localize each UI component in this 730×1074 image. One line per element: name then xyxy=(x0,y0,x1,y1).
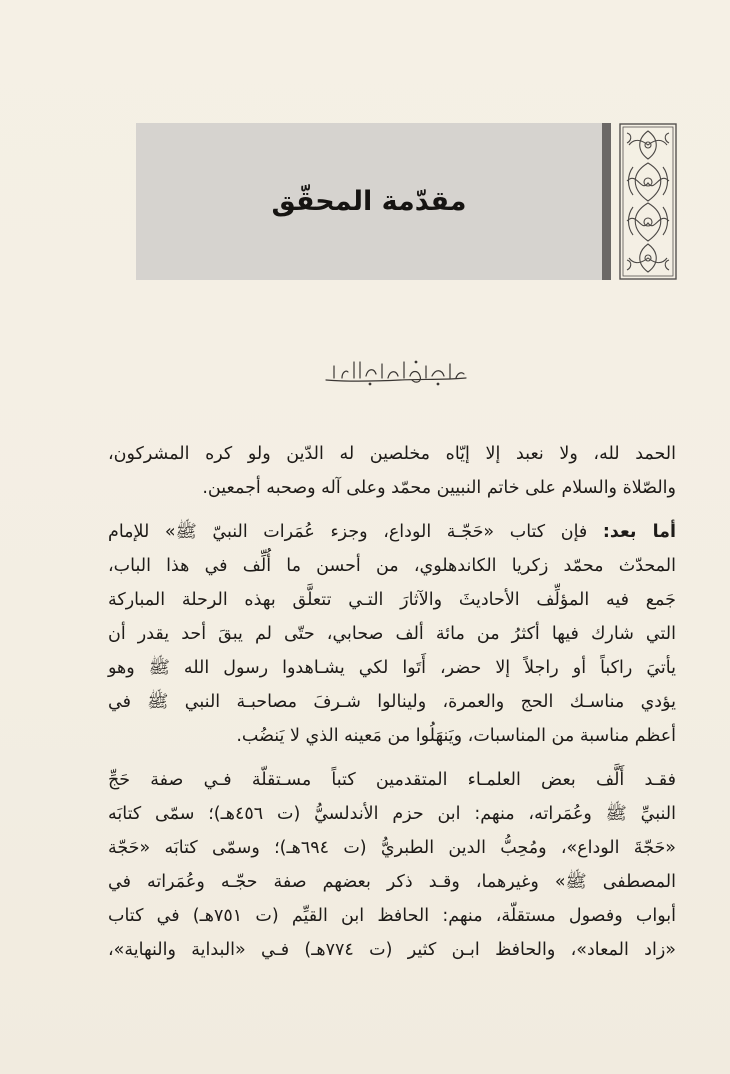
text-line: يؤدي مناسـك الحج والعمرة، ولينالوا شـرفَ مصاحبـة النبي ﷺ في xyxy=(108,692,676,712)
text-line: فقـد أَلَّف بعض العلمـاء المتقدمين كتباً مسـتقلّة فـي صفة حَجِّ xyxy=(108,770,676,790)
text-line: التي شارك فيها أكثرُ من مائة ألف صحابي، حتّى لم يبقَ أحد يقدر أن xyxy=(108,624,676,644)
introduction-body xyxy=(108,437,676,967)
text-line: النبيِّ ﷺ وعُمَراته، منهم: ابن حزم الأندلسيُّ (ت ٤٥٦هـ)؛ سمّى كتابَه xyxy=(108,804,676,824)
chapter-header-rule xyxy=(602,123,611,280)
text-line: «حَجّةَ الوداع»، ومُحِبُّ الدين الطبريُّ (ت ٦٩٤هـ)؛ وسمّى كتابَه «حَجّة xyxy=(108,838,676,858)
text-line: يأتيَ راكباً أو راجلاً إلا حضر، أَتَوا لكي يشـاهدوا رسول الله ﷺ وهو xyxy=(108,658,676,678)
paragraph xyxy=(108,515,676,753)
text-line: المصطفى ﷺ» وغيرهما، وقـد ذكر بعضهم صفة حجّـه وعُمَراته في xyxy=(108,872,676,892)
text-line: أعظم مناسبة من المناسبات، ويَنهَلُوا من مَعينه الذي لا يَنضُب. xyxy=(236,726,676,746)
text-line: «زاد المعاد»، والحافظ ابـن كثير (ت ٧٧٤هـ) فـي «البداية والنهاية»، xyxy=(108,940,676,960)
text-line xyxy=(108,515,676,549)
text-line: والصّلاة والسلام على خاتم النبيين محمّد وعلى آله وصحبه أجمعين. xyxy=(202,478,676,498)
paragraph xyxy=(108,763,676,967)
text-line: أبواب وفصول مستقلّة، منهم: الحافظ ابن القيِّم (ت ٧٥١هـ) في كتاب xyxy=(108,906,676,926)
text-line: المحدّث محمّد زكريا الكاندهلوي، من أحسن ما أُلِّف في هذا الباب، xyxy=(108,556,676,576)
paragraph-lead: أما بعد: xyxy=(602,522,676,542)
text-line: جَمع فيه المؤلِّف الأحاديثَ والآثارَ التـي تتعلَّق بهذه الرحلة المباركة xyxy=(108,590,676,610)
basmala-calligraphy xyxy=(320,356,470,386)
chapter-title: مقدّمة المحقّق xyxy=(271,186,467,217)
text-line: الحمد لله، ولا نعبد إلا إيّاه مخلصين له الدّين ولو كره المشركون، xyxy=(108,444,676,464)
text-line-rest: فإن كتاب «حَجّـة الوداع، وجزء عُمَرات النبيّ ﷺ» للإمام xyxy=(108,522,603,542)
arabesque-ornament-icon xyxy=(619,123,677,280)
paragraph xyxy=(108,437,676,505)
